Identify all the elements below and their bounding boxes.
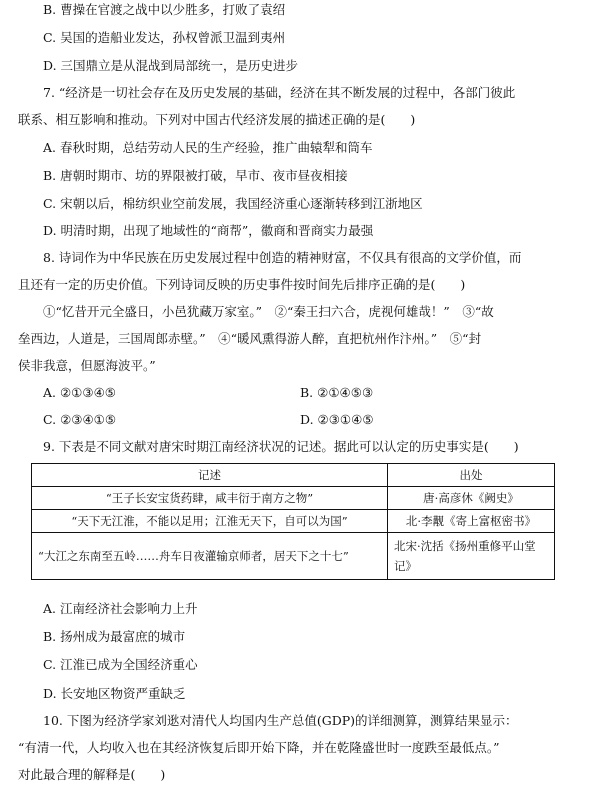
- q7-option-b: B. 唐朝时期市、坊的界限被打破，早市、夜市昼夜相接: [43, 168, 348, 183]
- table-header-row: [32, 464, 555, 487]
- q7-option-c: C. 宋朝以后，棉纺织业空前发展，我国经济重心逐渐转移到江浙地区: [43, 196, 423, 211]
- table-row: [32, 487, 555, 510]
- q8-option-c: C. ②③④①⑤: [43, 412, 117, 427]
- table-cell: “王子长安宝货药肆，咸丰衍于南方之物”: [32, 487, 388, 510]
- q8-option-a: A. ②①③④⑤: [43, 385, 117, 400]
- q10-stem-line3: 对此最合理的解释是( ): [18, 767, 166, 782]
- q7-stem-line2: 联系、相互影响和推动。下列对中国古代经济发展的描述正确的是( ): [18, 112, 416, 127]
- table-header-cell: 出处: [388, 464, 555, 487]
- q8-stem-line1: 8. 诗词作为中华民族在历史发展过程中创造的精神财富，不仅具有很高的文学价值，而: [43, 250, 522, 265]
- q8-poems-line1: ①“忆昔开元全盛日，小邑犹藏万家室。” ②“秦王扫六合，虎视何雄哉！” ③“故: [43, 304, 494, 319]
- table-cell: “大江之东南至五岭……舟车日夜灌输京师者，居天下之十七”: [32, 533, 388, 580]
- q8-option-b: B. ②①④⑤③: [300, 385, 374, 400]
- q9-source-table: [31, 463, 555, 580]
- q8-stem-line2: 且还有一定的历史价值。下列诗词反映的历史事件按时间先后排序正确的是( ): [18, 277, 466, 292]
- q10-stem-line1: 10. 下图为经济学家刘逖对清代人均国内生产总值(GDP)的详细测算，测算结果显示：: [43, 713, 518, 728]
- q8-poems-line2: 垒西边，人道是，三国周郎赤壁。” ④“暖风熏得游人醉，直把杭州作汴州。” ⑤“封: [18, 331, 482, 346]
- table-header-cell: 记述: [32, 464, 388, 487]
- q7-stem-line1: 7. “经济是一切社会存在及历史发展的基础，经济在其不断发展的过程中，各部门彼此: [43, 85, 516, 100]
- q10-stem-line2: “有清一代，人均收入也在其经济恢复后即开始下降，并在乾隆盛世时一度跌至最低点。”: [18, 740, 500, 755]
- q8-poems-line3: 侯非我意，但愿海波平。”: [18, 358, 156, 373]
- q7-option-d: D. 明清时期，出现了地域性的“商帮”，徽商和晋商实力最强: [43, 223, 374, 238]
- q9-option-a: A. 江南经济社会影响力上升: [43, 601, 198, 616]
- table-cell: “天下无江淮，不能以足用；江淮无天下，自可以为国”: [32, 510, 388, 533]
- q6-option-c: C. 吴国的造船业发达，孙权曾派卫温到夷州: [43, 30, 286, 45]
- q6-option-b: B. 曹操在官渡之战中以少胜多，打败了袁绍: [43, 2, 286, 17]
- q6-option-d: D. 三国鼎立是从混战到局部统一，是历史进步: [43, 58, 299, 73]
- q8-option-d: D. ②③①④⑤: [300, 412, 374, 427]
- q9-option-b: B. 扬州成为最富庶的城市: [43, 629, 186, 644]
- table-row: [32, 533, 555, 580]
- table-cell: 北·李觏《寄上富枢密书》: [388, 510, 555, 533]
- table-row: [32, 510, 555, 533]
- table-cell: 北宋·沈括《扬州重修平山堂记》: [388, 533, 555, 580]
- q7-option-a: A. 春秋时期，总结劳动人民的生产经验，推广曲辕犁和筒车: [43, 140, 373, 155]
- q9-option-c: C. 江淮已成为全国经济重心: [43, 657, 198, 672]
- q9-stem: 9. 下表是不同文献对唐宋时期江南经济状况的记述。据此可以认定的历史事实是( ): [43, 439, 519, 454]
- table-cell: 唐·高彦休《阙史》: [388, 487, 555, 510]
- q9-option-d: D. 长安地区物资严重缺乏: [43, 686, 186, 701]
